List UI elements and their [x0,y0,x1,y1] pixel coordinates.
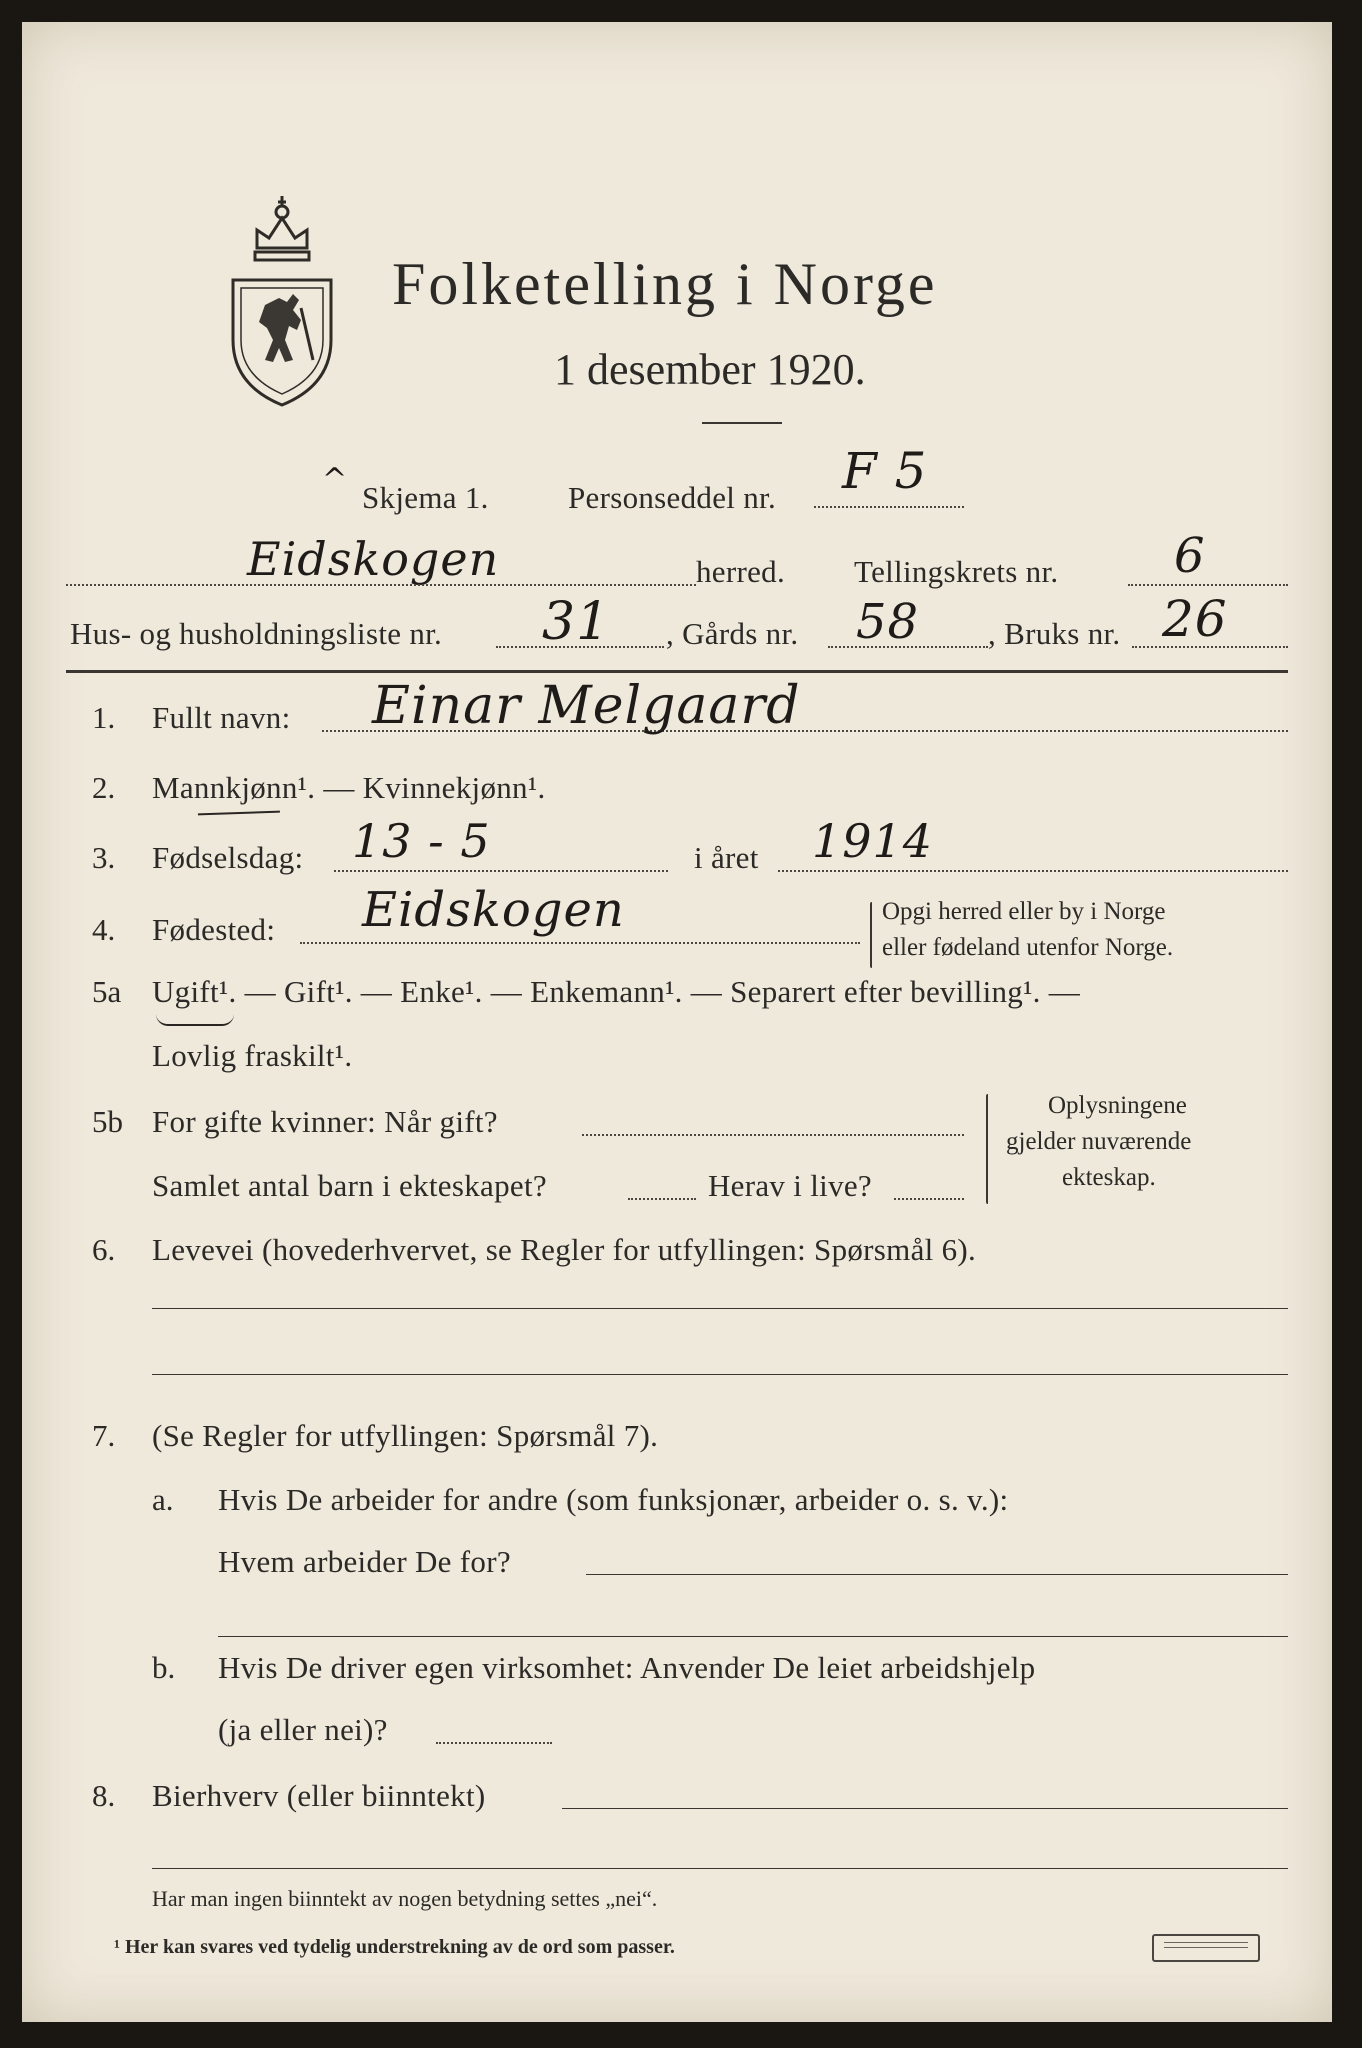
q8-label: Bierhverv (eller biinntekt) [152,1778,486,1813]
q7b-number: b. [152,1650,176,1685]
bruks-label: , Bruks nr. [988,616,1121,651]
q1-value: Einar Melgaard [372,676,801,736]
q1-label: Fullt navn: [152,700,291,735]
q5b-note-line-3: ekteskap. [1062,1164,1156,1191]
q7b-label: Hvis De driver egen virksomhet: Anvender De leiet arbeidshjelp [218,1650,1036,1685]
form-date: 1 desember 1920. [554,345,866,394]
tellingskrets-line [1128,584,1288,586]
census-form [22,22,1332,2022]
q7a-label: Hvis De arbeider for andre (som funksjonær, arbeider o. s. v.): [218,1482,1009,1517]
q5a-label-2: Lovlig fraskilt¹. [152,1038,353,1073]
q5a-label: Ugift¹. — Gift¹. — Enke¹. — Enkemann¹. — Separert efter bevilling¹. — [152,974,1081,1009]
q5a-underline-mark [156,1014,234,1026]
header-divider [66,670,1288,673]
q4-note-line-1: Opgi herred eller by i Norge [882,898,1166,925]
tellingskrets-label: Tellingskrets nr. [854,554,1059,589]
bruks-value: 26 [1162,590,1228,648]
q2-number: 2. [92,770,116,805]
personseddel-label: Personseddel nr. [568,480,776,515]
q5b-when-line [582,1134,964,1136]
q5b-label-3: Herav i live? [708,1168,872,1203]
q2-label: Mannkjønn¹. — Kvinnekjønn¹. [152,770,546,805]
q7a-answer-line-1 [586,1574,1288,1575]
q4-number: 4. [92,912,116,947]
schema-mark: ^ [322,462,349,497]
herred-value: Eidskogen [247,532,500,586]
q5b-alive-line [894,1198,964,1200]
skjema-label: Skjema 1. [362,480,489,515]
q7a-answer-line-2 [218,1636,1288,1637]
q5b-note-line-2: gjelder nuværende [1006,1128,1192,1155]
footnote: ¹ Her kan svares ved tydelig understrekning av de ord som passer. [114,1936,675,1958]
personseddel-value: F 5 [842,442,928,500]
q3-line [334,870,668,872]
q5b-number: 5b [92,1104,123,1139]
q5b-label: For gifte kvinner: Når gift? [152,1104,498,1139]
q7-number: 7. [92,1418,116,1453]
q3-number: 3. [92,840,116,875]
footer-note: Har man ingen biinntekt av nogen betydning settes „nei“. [152,1886,658,1911]
q2-underline-mark [198,811,280,820]
title-divider [702,422,782,424]
hus-value: 31 [542,592,611,652]
q5b-note-bracket [986,1094,988,1204]
q7a-number: a. [152,1482,174,1517]
q5b-children-line [628,1198,696,1200]
q6-label: Levevei (hovederhvervet, se Regler for utfyllingen: Spørsmål 6). [152,1232,977,1267]
q3-year-label: i året [694,840,759,875]
q8-answer-line-1 [562,1808,1288,1809]
q3-label: Fødselsdag: [152,840,304,875]
norway-coat-of-arms-icon [227,190,337,415]
q4-note-bracket [870,902,872,968]
q4-value: Eidskogen [362,882,625,938]
q8-answer-line-2 [152,1868,1288,1869]
herred-line [66,584,696,586]
q3-year-value: 1914 [812,814,934,868]
q7-label: (Se Regler for utfyllingen: Spørsmål 7). [152,1418,659,1453]
herred-label: herred. [696,554,786,589]
q5a-number: 5a [92,974,122,1009]
q5b-label-2: Samlet antal barn i ekteskapet? [152,1168,547,1203]
q7a-label-2: Hvem arbeider De for? [218,1544,511,1579]
q3-year-line [778,870,1288,872]
q7b-answer-line [436,1742,552,1744]
q6-number: 6. [92,1232,116,1267]
form-title: Folketelling i Norge [392,251,938,317]
hus-label: Hus- og husholdningsliste nr. [70,616,443,651]
q8-number: 8. [92,1778,116,1813]
gards-label: , Gårds nr. [666,616,799,651]
q4-note-line-2: eller fødeland utenfor Norge. [882,934,1174,961]
q4-label: Fødested: [152,912,276,947]
q3-value: 13 - 5 [352,814,491,868]
gards-value: 58 [856,594,920,650]
q6-answer-line-1 [152,1308,1288,1309]
q5b-note-line-1: Oplysningene [1048,1092,1187,1119]
tellingskrets-value: 6 [1174,528,1206,584]
q6-answer-line-2 [152,1374,1288,1375]
q4-line [300,942,860,944]
q1-number: 1. [92,700,116,735]
personseddel-line [814,506,964,508]
q7b-label-2: (ja eller nei)? [218,1712,388,1747]
printer-stamp [1152,1934,1260,1962]
